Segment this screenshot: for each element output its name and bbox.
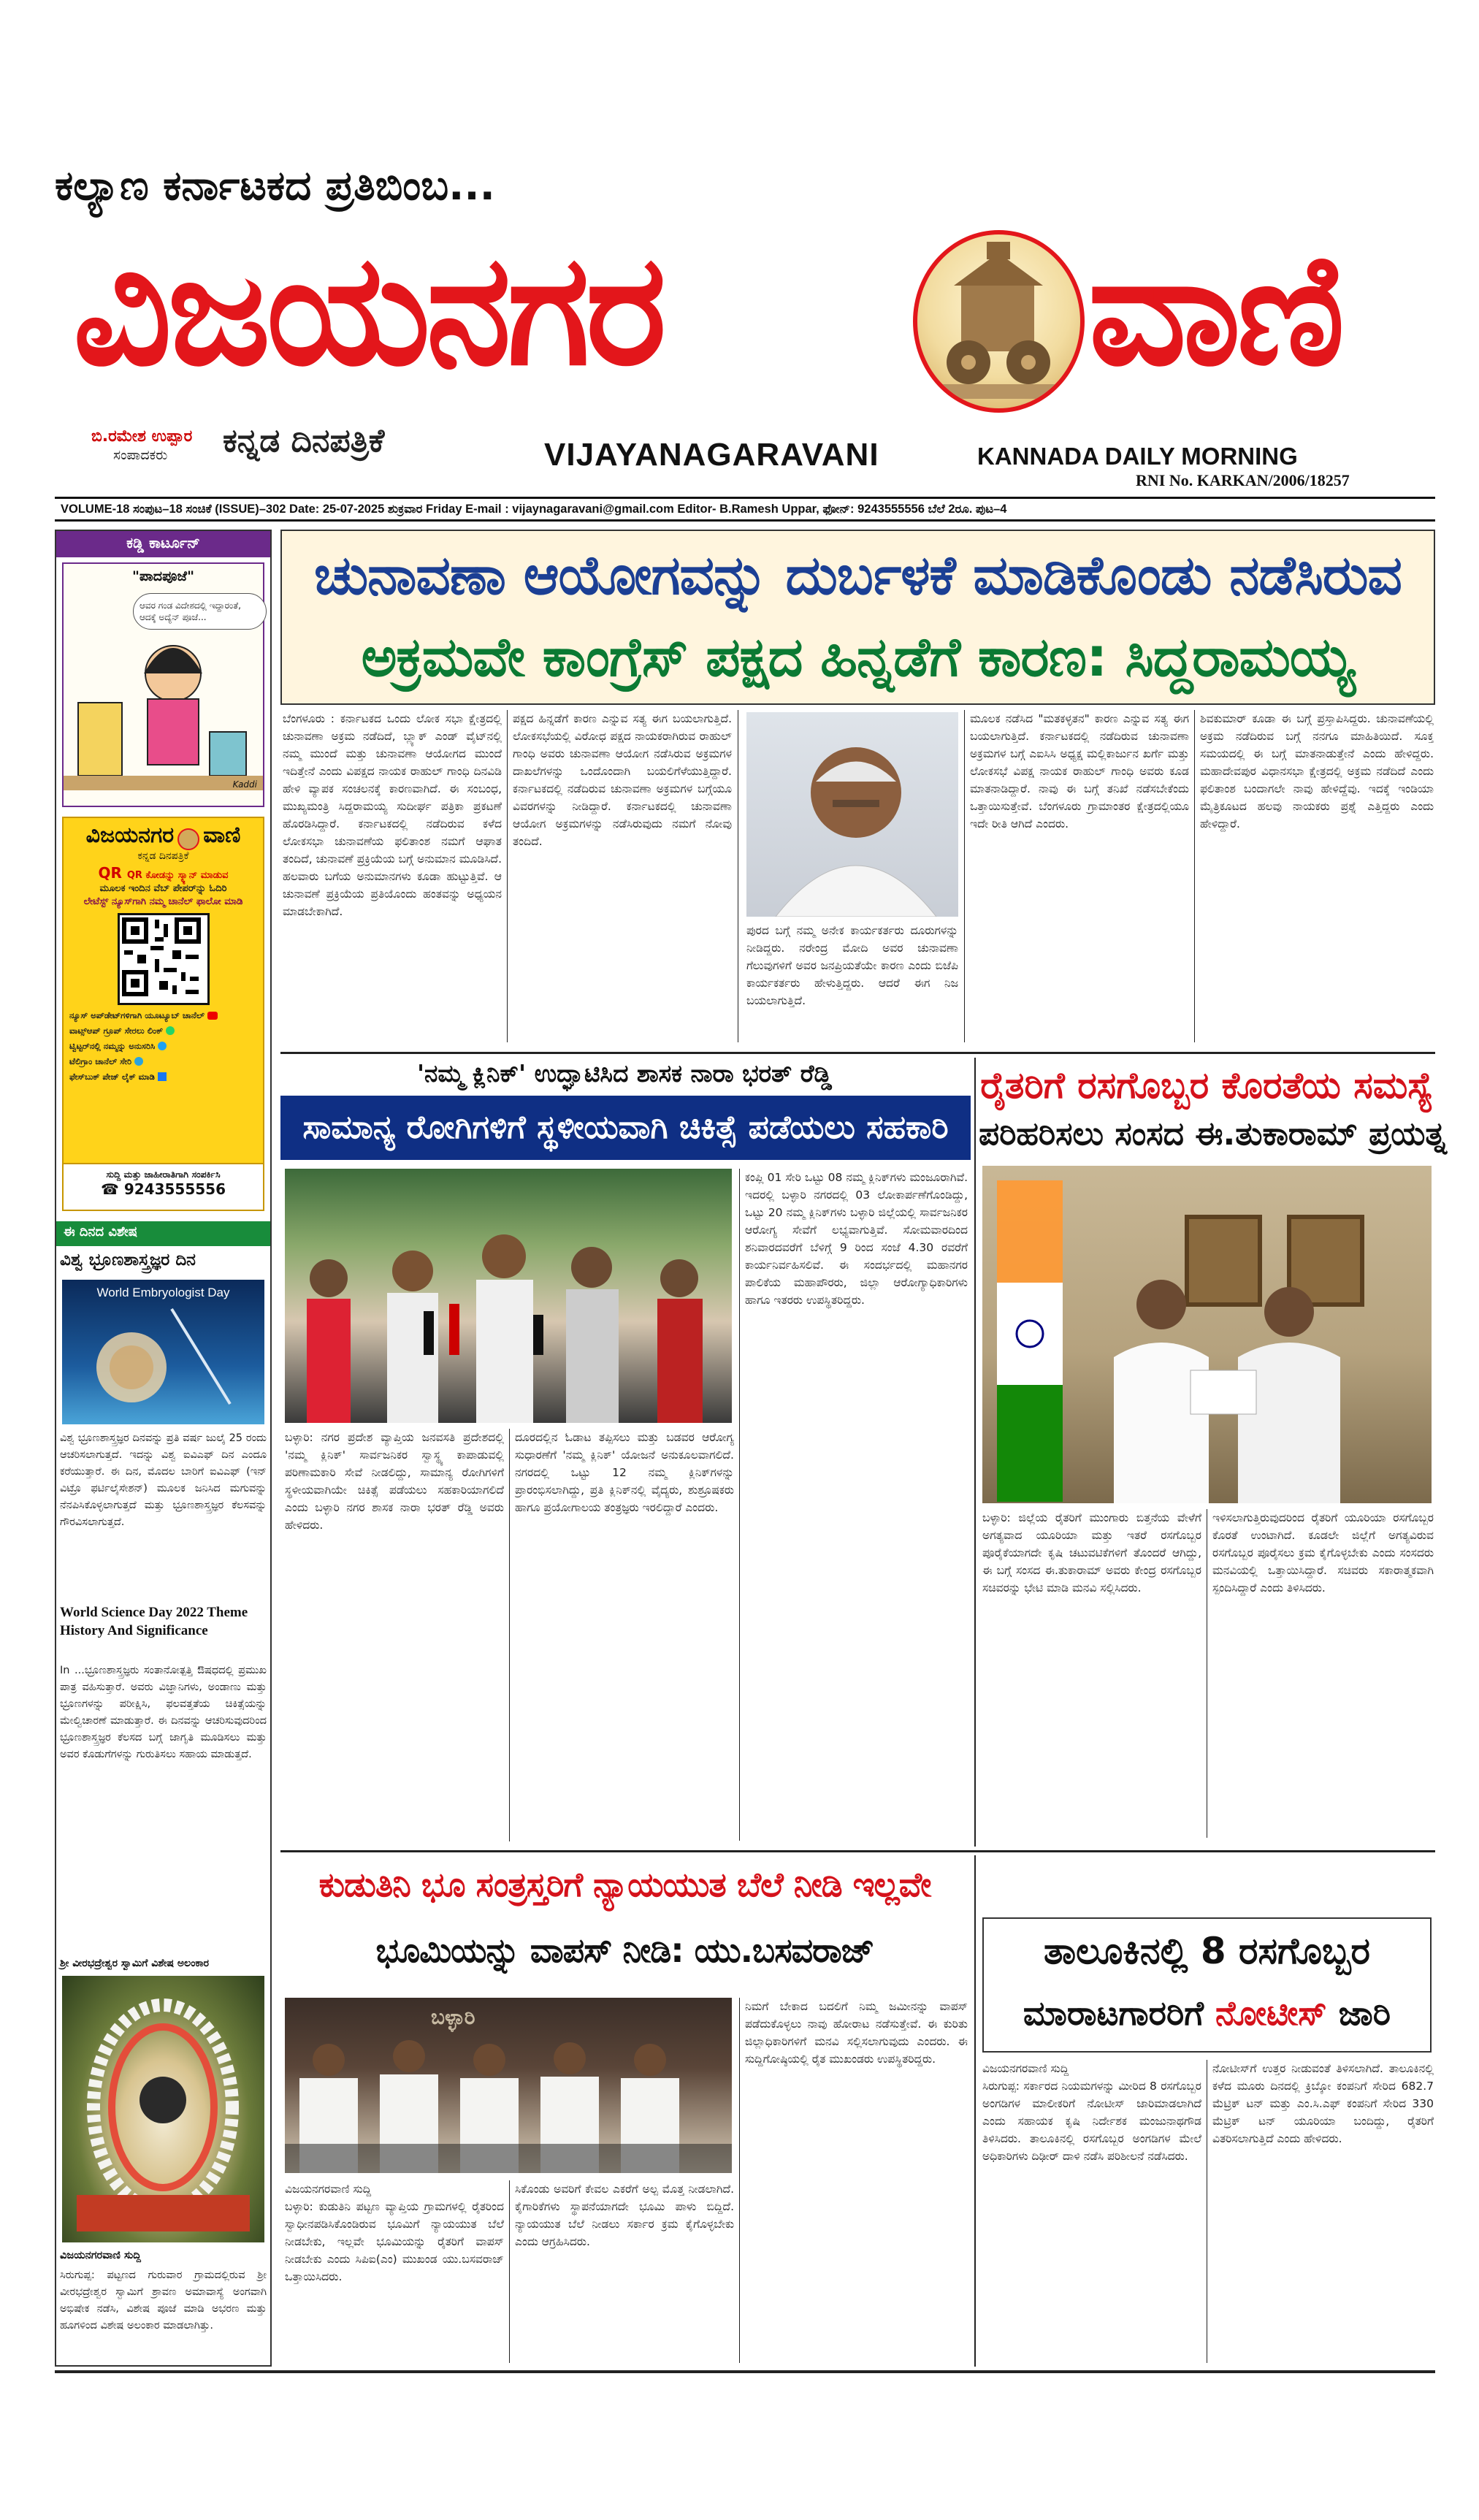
clinic-headline: ಸಾಮಾನ್ಯ ರೋಗಿಗಳಿಗೆ ಸ್ಥಳೀಯವಾಗಿ ಚಿಕಿತ್ಸೆ ಪಡೆಯಲು ಸಹಕಾರಿ	[302, 1109, 949, 1146]
land-headline-1: ಕುಡುತಿನಿ ಭೂ ಸಂತ್ರಸ್ತರಿಗೆ ನ್ಯಾಯಯುತ ಬೆಲೆ ನೀಡಿ ಇಲ್ಲವೇ	[318, 1865, 931, 1904]
section-rule	[280, 1850, 1435, 1852]
qr-code-icon	[120, 915, 203, 999]
clinic-col-2: ದೂರದಲ್ಲಿನ ಓಡಾಟ ತಪ್ಪಿಸಲು ಮತ್ತು ಬಡವರ ಆರೋಗ್ಯ ಸುಧಾರಣೆಗೆ 'ನಮ್ಮ ಕ್ಲಿನಿಕ್' ಯೋಜನೆ ಅನುಕೂಲವಾಗಲಿದೆ. ನಗರದಲ್ಲಿ ಒಟ್ಟು 12 ನಮ್ಮ ಕ್ಲಿನಿಕ್‌ಗಳನ್ನು ಪ್ರಾರಂಭಿಸಲಾಗಿದ್ದು, ಪ್ರತಿ ಕ್ಲಿನಿಕ್‌ನಲ್ಲಿ ವೈದ್ಯರು, ಶುಶ್ರೂಷಕರು ಹಾಗೂ ಪ್ರಯೋಗಾಲಯ ತಂತ್ರಜ್ಞರು ಇರಲಿದ್ದಾರೆ ಎಂದರು.	[515, 1431, 734, 1514]
qr-code[interactable]	[118, 913, 210, 1005]
cartoon-head: ಕಡ್ಡಿ ಕಾರ್ಟೂನ್	[56, 531, 270, 557]
ad-phone[interactable]: ☎ 9243555556	[100, 1180, 226, 1198]
col-rule	[739, 1998, 740, 2363]
fertilizer-headline-1: ತಾಲೂಕಿನಲ್ಲಿ 8 ರಸಗೊಬ್ಬರ	[1043, 1930, 1370, 1972]
flower-garland-icon	[62, 1976, 264, 2242]
lead-col-1: ಬೆಂಗಳೂರು : ಕರ್ನಾಟಕದ ಒಂದು ಲೋಕ ಸಭಾ ಕ್ಷೇತ್ರದಲ್ಲಿ ಚುನಾವಣಾ ಅಕ್ರಮ ನಡೆದಿದೆ, ಬ್ಲ್ಯಾಕ್ ಎಂಡ್ ವೈಟ್‌ನಲ್ಲಿ ನಮ್ಮ ಮುಂದೆ ಮತ್ತು ಚುನಾವಣಾ ಆಯೋಗದ ಮುಂದೆ ಇದಿತ್ತೇನೆ ಎಂದು ವಿಪಕ್ಷದ ನಾಯಕ ರಾಹುಲ್ ಗಾಂಧಿ ದಿನವಿಡಿ ಹೇಳಿ ವ್ಯಾಪಕ ಸಂಚಲನಕ್ಕೆ ಕಾರಣವಾಗಿದೆ. ಈ ಸಂಬಂಧ, ಮುಖ್ಯಮಂತ್ರಿ ಸಿದ್ದರಾಮಯ್ಯ ಸುದೀರ್ಘ ಪತ್ರಿಕಾ ಪ್ರಕಟಣೆ ಹೊರಡಿಸಿದ್ದಾರೆ. ಕರ್ನಾಟಕದಲ್ಲಿ ನಡೆದಿರುವ ಕಳೆದ ಲೋಕಸಭಾ ಚುನಾವಣೆಯ ಫಲಿತಾಂಶ ನಮಗೆ ಆಘಾತ ತಂದಿದೆ, ಚುನಾವಣೆ ಪ್ರಕ್ರಿಯೆಯ ಬಗ್ಗೆ ಅನುಮಾನ ಮೂಡಿಸಿದೆ. ಹಲವಾರು ಬಗೆಯ ಅನುಮಾನಗಳು ಕೂಡಾ ಹುಟ್ಟುತ್ತಿವೆ. ಆ ಚುನಾವಣೆ ಪ್ರಕ್ರಿಯೆಯ ಪ್ರತಿಯೊಂದು ಹಂತವನ್ನು ಅಧ್ಯಯನ ಮಾಡಬೇಕಾಗಿದೆ.	[283, 712, 502, 918]
english-name: VIJAYANAGARAVANI	[544, 437, 879, 473]
ad-link-telegram[interactable]: ಟೆಲಿಗ್ರಾಂ ಚಾನೆಲ್ ಸೇರಿ	[69, 1054, 257, 1069]
ad-qr-line3: ಲೇಟೆಸ್ಟ್ ನ್ಯೂಸ್‌ಗಾಗಿ ನಮ್ಮ ಚಾನೆಲ್ ಫಾಲೋ ಮಾಡಿ	[83, 896, 243, 907]
lead-col-3: ಪುರದ ಬಗ್ಗೆ ನಮ್ಮ ಅನೇಕ ಕಾರ್ಯಕರ್ತರು ದೂರುಗಳನ್ನು ನೀಡಿದ್ದರು. ನರೇಂದ್ರ ಮೋದಿ ಅವರ ಚುನಾವಣಾ ಗೆಲುವುಗಳಿಗೆ ಅವರ ಜನಪ್ರಿಯತೆಯೇ ಕಾರಣ ಎಂದು ಬಿಜೆಪಿ ಕಾರ್ಯಕರ್ತರು ಹೇಳುತ್ತಿದ್ದರು. ಆದರೆ ಈಗ ನಿಜ ಬಯಲಾಗುತ್ತಿದೆ.	[746, 924, 958, 1007]
rni-number: RNI No. KARKAN/2006/18257	[1136, 471, 1350, 489]
ad-link-youtube[interactable]: ನ್ಯೂಸ್ ಅಪ್‌ಡೇಟ್‌ಗಳಿಗಾಗಿ ಯೂಟ್ಯೂಬ್ ಚಾನೆಲ್	[69, 1008, 257, 1023]
portrait-icon	[746, 712, 958, 917]
ad-contact-label: ಸುದ್ದಿ ಮತ್ತು ಜಾಹೀರಾತಿಗಾಗಿ ಸಂಪರ್ಕಿಸಿ	[106, 1169, 221, 1180]
deity-photo	[62, 1976, 264, 2242]
special-day-english: World Science Day 2022 Theme History And Significance	[60, 1605, 248, 1638]
phone-icon: ☎	[100, 1180, 124, 1198]
lead-col-2: ಪಕ್ಷದ ಹಿನ್ನಡೆಗೆ ಕಾರಣ ಎನ್ನುವ ಸತ್ಯ ಈಗ ಬಯಲಾಗುತ್ತಿದೆ. ಲೋಕಸಭೆಯಲ್ಲಿ ವಿರೋಧ ಪಕ್ಷದ ನಾಯಕರಾಗಿರುವ ರಾಹುಲ್ ಗಾಂಧಿ ಅವರು ಚುನಾವಣಾ ಆಯೋಗ ನಡೆಸಿರುವ ಅಕ್ರಮಗಳ ದಾಖಲೆಗಳನ್ನು ಒಂದೊಂದಾಗಿ ಬಯಲಿಗೆಳೆಯುತ್ತಿದ್ದಾರೆ. ಕರ್ನಾಟಕದಲ್ಲಿ ನಡೆದಿರುವ ಚುನಾವಣಾ ಅಕ್ರಮಗಳ ಬಗ್ಗೆಯೂ ವಿವರಗಳನ್ನು ನೀಡಿದ್ದಾರೆ. ಕರ್ನಾಟಕದಲ್ಲಿ ಚುನಾವಣಾ ಆಯೋಗ ಅಕ್ರಮಗಳನ್ನು ನಡೆಸಿರುವುದು ನಮಗೆ ನೋವು ತಂದಿದೆ.	[513, 712, 732, 848]
stone-chariot-icon	[917, 234, 1080, 408]
land-photo	[285, 1998, 732, 2173]
farmers-photo	[982, 1166, 1432, 1503]
ad-link-twitter[interactable]: ಟ್ವಿಟ್ಟರ್‌ನಲ್ಲಿ ನಮ್ಮನ್ನು ಅನುಸರಿಸಿ	[69, 1039, 257, 1054]
col-rule	[974, 1058, 976, 1847]
masthead-emblem	[913, 230, 1085, 413]
fertilizer-headline-2b: ನೋಟೀಸ್	[1215, 1993, 1327, 2033]
press-meet-icon	[285, 1998, 732, 2173]
farmers-col-1: ಬಳ್ಳಾರಿ: ಜಿಲ್ಲೆಯ ರೈತರಿಗೆ ಮುಂಗಾರು ಬಿತ್ತನೆಯ ವೇಳೆಗೆ ಅಗತ್ಯವಾದ ಯೂರಿಯಾ ಮತ್ತು ಇತರೆ ರಸಗೊಬ್ಬರ ಪೂರೈಕೆಯಾಗದೇ ಕೃಷಿ ಚಟುವಟಿಕೆಗಳಿಗೆ ತೊಂದರೆ ಆಗಿದ್ದು, ಈ ಬಗ್ಗೆ ಸಂಸದ ಈ.ತುಕಾರಾಮ್ ಅವರು ಕೇಂದ್ರ ರಸಗೊಬ್ಬರ ಸಚಿವರನ್ನು ಭೇಟಿ ಮಾಡಿ ಮನವಿ ಸಲ್ಲಿಸಿದರು.	[982, 1511, 1201, 1595]
lead-headline-2: ಅಕ್ರಮವೇ ಕಾಂಗ್ರೆಸ್ ಪಕ್ಷದ ಹಿನ್ನಡೆಗೆ ಕಾರಣ: ಸಿದ್ದರಾಮಯ್ಯ	[361, 626, 1355, 689]
meeting-photo-icon	[982, 1166, 1432, 1503]
deity-dateline: ವಿಜಯನಗರವಾಣಿ ಸುದ್ದಿ	[60, 2250, 141, 2261]
info-bar	[55, 497, 1435, 522]
cartoon-panel	[62, 562, 264, 807]
cartoon-signature: Kaddi	[232, 779, 257, 790]
cartoon-bubble: ಆವರ ಗಂಡ ವಿದೇಶದಲ್ಲಿ ಇದ್ದಾರಂತೆ, ಆದಕ್ಕೆ ಅದ್ಯೆನ್ ಪೂಜೆ...	[133, 593, 267, 630]
special-day-image	[62, 1280, 264, 1424]
youtube-icon	[207, 1012, 218, 1020]
deity-text: ಸಿರುಗುಪ್ಪ: ಪಟ್ಟಣದ ಗುರುವಾರ ಗ್ರಾಮದಲ್ಲಿರುವ ಶ್ರೀ ವೀರಭದ್ರೇಶ್ವರ ಸ್ವಾಮಿಗೆ ಶ್ರಾವಣ ಅಮಾವಾಸ್ಯೆ ಅಂಗವಾಗಿ ಅಭಿಷೇಕ ನಡೆಸಿ, ವಿಶೇಷ ಪೂಜೆ ಮಾಡಿ ಅಭರಣ ಮತ್ತು ಹೂಗಳಿಂದ ವಿಶೇಷ ಅಲಂಕಾರ ಮಾಡಲಾಗಿತ್ತು.	[60, 2269, 267, 2332]
col-rule	[974, 1855, 976, 2367]
col-rule	[1194, 710, 1195, 1042]
twitter-icon	[158, 1042, 167, 1050]
siddaramaiah-photo	[746, 712, 958, 917]
masthead-title-right: ವಾಣಿ	[1088, 221, 1341, 400]
ad-title-right: ವಾಣಿ	[203, 822, 241, 848]
english-tag: KANNADA DAILY MORNING	[977, 443, 1298, 470]
col-rule	[509, 2180, 510, 2363]
land-col-2: ಸಿಕೊಂಡು ಅವರಿಗೆ ಕೇವಲ ಎಕರೆಗೆ ಅಲ್ಪ ಮೊತ್ತ ನೀಡಲಾಗಿದೆ. ಕೈಗಾರಿಕೆಗಳು ಸ್ಥಾಪನೆಯಾಗದೇ ಭೂಮಿ ಪಾಳು ಬಿದ್ದಿದೆ. ನ್ಯಾಯಯುತ ಬೆಲೆ ನೀಡಲು ಸರ್ಕಾರ ಕ್ರಮ ಕೈಗೊಳ್ಳಬೇಕು ಎಂದು ಆಗ್ರಹಿಸಿದರು.	[515, 2183, 734, 2248]
farmers-col-2: ಇಳಿಸಲಾಗುತ್ತಿರುವುದರಿಂದ ರೈತರಿಗೆ ಯೂರಿಯಾ ರಸಗೊಬ್ಬರ ಕೊರತೆ ಉಂಟಾಗಿದೆ. ಕೂಡಲೇ ಜಿಲ್ಲೆಗೆ ಅಗತ್ಯವಿರುವ ರಸಗೊಬ್ಬರ ಪೂರೈಸಲು ಕ್ರಮ ಕೈಗೊಳ್ಳಬೇಕು ಎಂದು ಸಂಸದರು ಮನವಿಯಲ್ಲಿ ಒತ್ತಾಯಿಸಿದ್ದಾರೆ. ಸಚಿವರು ಸಕಾರಾತ್ಮಕವಾಗಿ ಸ್ಪಂದಿಸಿದ್ದಾರೆ ಎಂದು ತಿಳಿಸಿದರು.	[1212, 1511, 1434, 1595]
farmers-headline-2: ಪರಿಹರಿಸಲು ಸಂಸದ ಈ.ತುಕಾರಾಮ್ ಪ್ರಯತ್ನ	[979, 1115, 1447, 1153]
special-day-title: ವಿಶ್ವ ಭ್ರೂಣಶಾಸ್ತ್ರಜ್ಞರ ದಿನ	[60, 1251, 196, 1269]
special-day-image-caption: World Embryologist Day	[96, 1286, 230, 1299]
ad-qr-line1: QR ಕೋಡನ್ನು ಸ್ಕ್ಯಾನ್ ಮಾಡುವ	[126, 869, 229, 881]
lead-col-5: ಶಿವಕುಮಾರ್ ಕೂಡಾ ಈ ಬಗ್ಗೆ ಪ್ರಸ್ತಾಪಿಸಿದ್ದರು. ಚುನಾವಣೆಯಲ್ಲಿ ಅಕ್ರಮ ನಡೆದಿರುವ ಬಗ್ಗೆ ನನಗೂ ಮಾಹಿತಿಯಿದೆ. ಸೂಕ್ತ ಸಮಯದಲ್ಲಿ ಈ ಬಗ್ಗೆ ಮಾತನಾಡುತ್ತೇನೆ ಎಂದು ಹೇಳಿದ್ದರು. ಮಹಾದೇವಪುರ ವಿಧಾನಸಭಾ ಕ್ಷೇತ್ರದಲ್ಲಿ ಅಕ್ರಮ ನಡೆದಿದೆ ಎಂದು ಫಲಿತಾಂಶ ಬಂದಾಗಲೇ ನಾವು ಹೇಳಿದ್ದೆವು. ಇದಕ್ಕೆ ಇಂಡಿಯಾ ಮೈತ್ರಿಕೂಟದ ಹಲವು ನಾಯಕರು ಪ್ರಶ್ನೆ ಎತ್ತಿದ್ದರು ಎಂದು ಹೇಳಿದ್ದಾರೆ.	[1200, 712, 1434, 831]
col-rule	[964, 710, 965, 1042]
cartoon-drawing	[64, 622, 263, 805]
ad-link-facebook[interactable]: ಫೇಸ್‌ಬುಕ್ ಪೇಜ್ ಲೈಕ್ ಮಾಡಿ	[69, 1069, 257, 1085]
founder-role: ಸಂಪಾದಕರು	[113, 447, 168, 463]
ad-contact-box	[64, 1163, 263, 1210]
farmers-headline-1: ರೈತರಿಗೆ ರಸಗೊಬ್ಬರ ಕೊರತೆಯ ಸಮಸ್ಯೆ	[980, 1064, 1434, 1107]
masthead-title-left: ವಿಜಯನಗರ	[73, 221, 662, 400]
embryo-icon	[62, 1280, 264, 1424]
cartoon-title: "ಪಾದಪೂಜೆ"	[132, 568, 194, 584]
col-rule	[509, 1429, 510, 1841]
section-rule	[280, 1052, 1435, 1054]
masthead-tagline: ಕಲ್ಯಾಣ ಕರ್ನಾಟಕದ ಪ್ರತಿಬಿಂಬ...	[55, 162, 495, 210]
fertilizer-col-1: ವಿಜಯನಗರವಾಣಿ ಸುದ್ದಿ ಸಿರುಗುಪ್ಪ: ಸರ್ಕಾರದ ನಿಯಮಗಳನ್ನು ಮೀರಿದ 8 ರಸಗೊಬ್ಬರ ಅಂಗಡಿಗಳ ಮಾಲೀಕರಿಗೆ ನೋಟೀಸ್ ಜಾರಿಮಾಡಲಾಗಿದೆ ಎಂದು ಸಹಾಯಕ ಕೃಷಿ ನಿರ್ದೇಶಕ ಮಂಜುನಾಥಗೌಡ ತಿಳಿಸಿದರು. ತಾಲೂಕಿನಲ್ಲಿ ರಸಗೊಬ್ಬರ ಅಂಗಡಿಗಳ ಮೇಲೆ ಅಧಿಕಾರಿಗಳು ದಿಢೀರ್ ದಾಳಿ ನಡೆಸಿ ಪರಿಶೀಲನೆ ನಡೆಸಿದರು.	[982, 2062, 1201, 2163]
telegram-icon	[134, 1057, 143, 1066]
ad-subtitle: ಕನ್ನಡ ದಿನಪತ್ರಿಕೆ	[137, 849, 189, 862]
land-banner-text: ಬಳ್ಳಾರಿ	[431, 2005, 475, 2029]
info-bar-text: VOLUME-18 ಸಂಪುಟ–18 ಸಂಚಿಕೆ (ISSUE)–302 Date: 25-07-2025 ಶುಕ್ರವಾರ Friday E-mail : vijaynagaravani@gmail.com Editor- B.Ramesh Uppar, ಫೋನ್: 9243555556 ಬೆಲೆ 2ರೂ. ಪುಟ–4	[61, 503, 1007, 516]
land-col-3: ನಿಮಗೆ ಬೇಕಾದ ಬದಲಿಗೆ ನಿಮ್ಮ ಜಮೀನನ್ನು ವಾಪಸ್ ಪಡೆದುಕೊಳ್ಳಲು ನಾವು ಹೋರಾಟ ನಡೆಸುತ್ತೇವೆ. ಈ ಕುರಿತು ಜಿಲ್ಲಾಧಿಕಾರಿಗಳಿಗೆ ಮನವಿ ಸಲ್ಲಿಸಲಾಗುವುದು ಎಂದರು. ಈ ಸುದ್ದಿಗೋಷ್ಠಿಯಲ್ಲಿ ರೈತ ಮುಖಂಡರು ಉಪಸ್ಥಿತರಿದ್ದರು.	[745, 2000, 968, 2066]
special-day-head: ಈ ದಿನದ ವಿಶೇಷ	[56, 1221, 270, 1246]
land-col-1: ವಿಜಯನಗರವಾಣಿ ಸುದ್ದಿ ಬಳ್ಳಾರಿ: ಕುಡುತಿನಿ ಪಟ್ಟಣ ವ್ಯಾಪ್ತಿಯ ಗ್ರಾಮಗಳಲ್ಲಿ ರೈತರಿಂದ ಸ್ವಾಧೀನಪಡಿಸಿಕೊಂಡಿರುವ ಭೂಮಿಗೆ ನ್ಯಾಯಯುತ ಬೆಲೆ ನೀಡಬೇಕು, ಇಲ್ಲವೇ ಭೂಮಿಯನ್ನು ರೈತರಿಗೆ ವಾಪಸ್ ನೀಡಬೇಕು ಎಂದು ಸಿಪಿಐ(ಎಂ) ಮುಖಂಡ ಯು.ಬಸವರಾಜ್ ಒತ್ತಾಯಿಸಿದರು.	[285, 2183, 504, 2283]
lead-headline-1: ಚುನಾವಣಾ ಆಯೋಗವನ್ನು ದುರ್ಬಳಕೆ ಮಾಡಿಕೊಂಡು ನಡೆಸಿರುವ	[314, 544, 1402, 607]
page-bottom-rule	[55, 2370, 1435, 2373]
clinic-kicker: 'ನಮ್ಮ ಕ್ಲಿನಿಕ್' ಉದ್ಘಾಟಿಸಿದ ಶಾಸಕ ನಾರಾ ಭರತ್ ರೆಡ್ಡಿ	[416, 1059, 833, 1088]
clinic-photo	[285, 1169, 732, 1423]
fertilizer-headline-2a: ಮಾರಾಟಗಾರರಿಗೆ	[1023, 1993, 1204, 2033]
ad-links	[69, 1008, 257, 1085]
lead-col-4: ಮೂಲಕ ನಡೆಸಿದ "ಮತಕಳ್ಳತನ" ಕಾರಣ ಎನ್ನುವ ಸತ್ಯ ಈಗ ಬಯಲಾಗುತ್ತಿದೆ. ಕರ್ನಾಟಕದಲ್ಲಿ ನಡೆದಿರುವ ಚುನಾವಣಾ ಅಕ್ರಮಗಳ ಬಗ್ಗೆ ಎಐಸಿಸಿ ಅಧ್ಯಕ್ಷ ಮಲ್ಲಿಕಾರ್ಜುನ ಖರ್ಗೆ ಮತ್ತು ಲೋಕಸಭೆ ವಿಪಕ್ಷ ನಾಯಕ ರಾಹುಲ್ ಗಾಂಧಿ ಅವರು ಕೂಡ ಮಾತನಾಡಿದ್ದಾರೆ. ನಾವು ಈ ಬಗ್ಗೆ ತನಿಖೆ ನಡೆಸಬೇಕೆಂದು ಒತ್ತಾಯಿಸುತ್ತೇವೆ. ಬೆಂಗಳೂರು ಗ್ರಾಮಾಂತರ ಕ್ಷೇತ್ರದಲ್ಲಿಯೂ ಇದೇ ರೀತಿ ಆಗಿದೆ ಎಂದರು.	[970, 712, 1189, 831]
qr-ad	[62, 817, 264, 1211]
ad-title-left: ವಿಜಯನಗರ	[85, 822, 175, 848]
ad-link-whatsapp[interactable]: ವಾಟ್ಸ್‌ಆಪ್ ಗ್ರೂಪ್ ಸೇರಲು ಲಿಂಕ್	[69, 1023, 257, 1039]
whatsapp-icon	[166, 1026, 175, 1035]
fertilizer-headline-2c: ಜಾರಿ	[1338, 1993, 1391, 2033]
deity-caption: ಶ್ರೀ ವೀರಭದ್ರೇಶ್ವರ ಸ್ವಾಮಿಗೆ ವಿಶೇಷ ಅಲಂಕಾರ	[60, 1958, 210, 1969]
clinic-col-3: ಕಂಪ್ಲಿ 01 ಸೇರಿ ಒಟ್ಟು 08 ನಮ್ಮ ಕ್ಲಿನಿಕ್‌ಗಳು ಮಂಜೂರಾಗಿವೆ. ಇದರಲ್ಲಿ ಬಳ್ಳಾರಿ ನಗರದಲ್ಲಿ 03 ಲೋಕಾರ್ಪಣೆಗೊಂಡಿದ್ದು, ಒಟ್ಟು 20 ನಮ್ಮ ಕ್ಲಿನಿಕ್‌ಗಳು ಬಳ್ಳಾರಿ ಜಿಲ್ಲೆಯಲ್ಲಿ ಸಾರ್ವಜನಿಕರ ಆರೋಗ್ಯ ಸೇವೆಗೆ ಲಭ್ಯವಾಗುತ್ತಿವೆ. ಸೋಮವಾರದಿಂದ ಶನಿವಾರದವರೆಗೆ ಬೆಳಿಗ್ಗೆ 9 ರಿಂದ ಸಂಜೆ 4.30 ರವರೆಗೆ ಕಾರ್ಯನಿರ್ವಹಿಸಲಿವೆ. ಈ ಸಂದರ್ಭದಲ್ಲಿ ಮಹಾನಗರ ಪಾಲಿಕೆಯ ಮಹಾಪೌರರು, ಜಿಲ್ಲಾ ಆರೋಗ್ಯಾಧಿಕಾರಿಗಳು ಹಾಗೂ ಇತರರು ಉಪಸ್ಥಿತರಿದ್ದರು.	[745, 1171, 968, 1307]
fertilizer-col-2: ನೋಟೀಸ್‌ಗೆ ಉತ್ತರ ನೀಡುವಂತೆ ತಿಳಿಸಲಾಗಿದೆ. ತಾಲೂಕಿನಲ್ಲಿ ಕಳೆದ ಮೂರು ದಿನದಲ್ಲಿ ಕ್ರಿಬ್ಕೋ ಕಂಪನಿಗೆ ಸೇರಿದ 682.7 ಮೆಟ್ರಿಕ್ ಟನ್ ಮತ್ತು ಎಂ.ಸಿ.ಎಫ್ ಕಂಪನಿಗೆ ಸೇರಿದ 330 ಮೆಟ್ರಿಕ್ ಟನ್ ಯೂರಿಯಾ ಬಂದಿದ್ದು, ರೈತರಿಗೆ ವಿತರಿಸಲಾಗುತ್ತಿದೆ ಎಂದು ಹೇಳಿದರು.	[1212, 2062, 1434, 2145]
fertilizer-headline-2	[986, 1987, 1428, 2039]
col-rule	[507, 710, 508, 1042]
clinic-col-1: ಬಳ್ಳಾರಿ: ನಗರ ಪ್ರದೇಶ ವ್ಯಾಪ್ತಿಯ ಜನವಸತಿ ಪ್ರದೇಶದಲ್ಲಿ 'ನಮ್ಮ ಕ್ಲಿನಿಕ್' ಸಾರ್ವಜನಿಕರ ಸ್ವಾಸ್ಥ್ಯ ಕಾಪಾಡುವಲ್ಲಿ ಪರಿಣಾಮಕಾರಿ ಸೇವೆ ನೀಡಲಿದ್ದು, ಸಾಮಾನ್ಯ ರೋಗಿಗಳಿಗೆ ಸ್ಥಳೀಯವಾಗಿಯೇ ಚಿಕಿತ್ಸೆ ಪಡೆಯಲು ಸಹಕಾರಿಯಾಗಲಿದೆ ಎಂದು ಬಳ್ಳಾರಿ ನಗರ ಶಾಸಕ ನಾರಾ ಭರತ್ ರೆಡ್ಡಿ ಅವರು ಹೇಳಿದರು.	[285, 1431, 504, 1532]
land-headline-2: ಭೂಮಿಯನ್ನು ವಾಪಸ್ ನೀಡಿ: ಯು.ಬಸವರಾಜ್	[375, 1931, 874, 1970]
facebook-icon	[158, 1072, 167, 1081]
kannada-daily-label: ಕನ್ನಡ ದಿನಪತ್ರಿಕೆ	[223, 422, 385, 459]
founder-name: ಬಿ.ರಮೇಶ ಉಪ್ಪಾರ	[91, 427, 193, 446]
special-day-text: ವಿಶ್ವ ಭ್ರೂಣಶಾಸ್ತ್ರಜ್ಞರ ದಿನವನ್ನು ಪ್ರತಿ ವರ್ಷ ಜುಲೈ 25 ರಂದು ಆಚರಿಸಲಾಗುತ್ತದೆ. ಇದನ್ನು ವಿಶ್ವ ಐವಿಎಫ್ ದಿನ ಎಂದೂ ಕರೆಯುತ್ತಾರೆ. ಈ ದಿನ, ಮೊದಲ ಬಾರಿಗೆ ಐವಿಎಫ್ (ಇನ್ ವಿಟ್ರೊ ಫರ್ಟಿಲೈಸೇಶನ್) ಮೂಲಕ ಜನಿಸಿದ ಮಗುವನ್ನು ನೆನಪಿಸಿಕೊಳ್ಳಲಾಗುತ್ತದೆ ಮತ್ತು ಭ್ರೂಣಶಾಸ್ತ್ರಜ್ಞರ ಕೆಲಸವನ್ನು ಗೌರವಿಸಲಾಗುತ್ತದೆ.	[60, 1432, 267, 1528]
ad-qr-prefix: QR	[98, 863, 127, 882]
col-rule	[739, 1169, 740, 1841]
ad-emblem-icon	[177, 828, 199, 850]
special-day-text2: In ...ಭ್ರೂಣಶಾಸ್ತ್ರಜ್ಞರು ಸಂತಾನೋತ್ಪತ್ತಿ ಔಷಧದಲ್ಲಿ ಪ್ರಮುಖ ಪಾತ್ರ ವಹಿಸುತ್ತಾರೆ. ಅವರು ವಿಜ್ಞಾನಿಗಳು, ಅಂಡಾಣು ಮತ್ತು ಭ್ರೂಣಗಳನ್ನು ಪರೀಕ್ಷಿಸಿ, ಫಲವತ್ತತೆಯ ಚಿಕಿತ್ಸೆಯನ್ನು ಮೇಲ್ವಿಚಾರಣೆ ಮಾಡುತ್ತಾರೆ. ಈ ದಿನವನ್ನು ಆಚರಿಸುವುದರಿಂದ ಭ್ರೂಣಶಾಸ್ತ್ರಜ್ಞರ ಕೆಲಸದ ಬಗ್ಗೆ ಜಾಗೃತಿ ಮೂಡಿಸಲು ಮತ್ತು ಅವರ ಕೊಡುಗೆಗಳನ್ನು ಗುರುತಿಸಲು ಸಹಾಯ ಮಾಡುತ್ತದೆ.	[60, 1665, 267, 1760]
ad-qr-line2: ಮೂಲಕ ಇಂದಿನ ವೆಬ್ ಪೇಪರ್‌ನ್ನು ಓದಿರಿ	[99, 882, 227, 894]
press-group-icon	[285, 1169, 732, 1423]
